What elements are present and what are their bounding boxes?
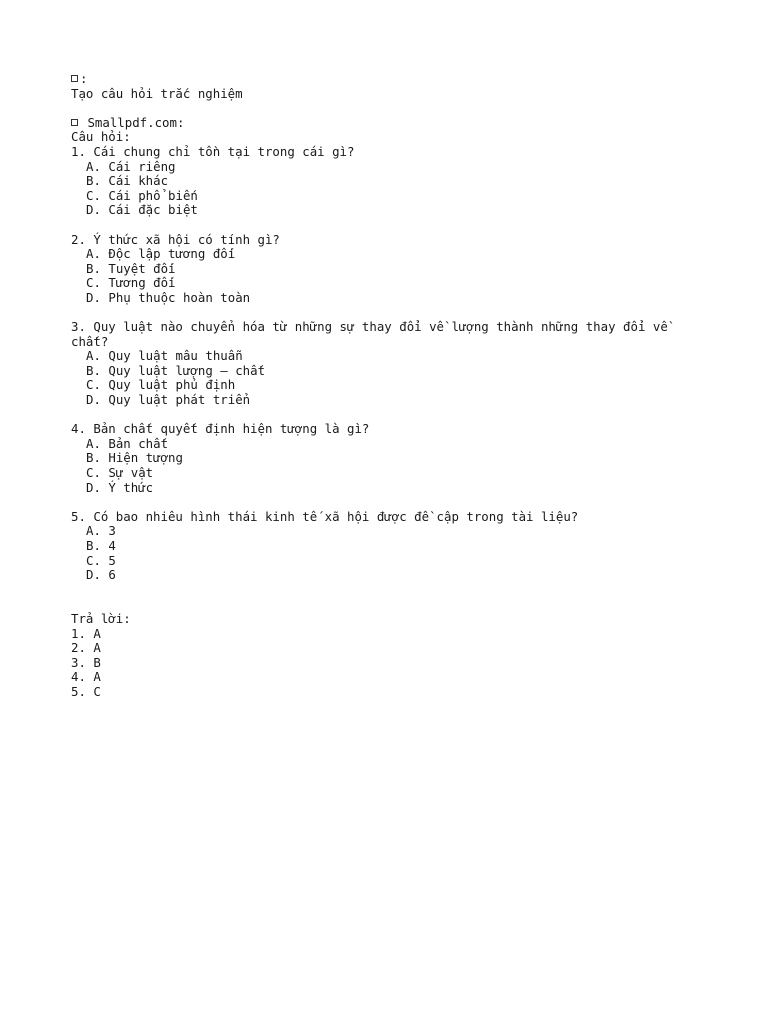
answer-option: B. Quy luật lượng – chất [86,362,266,378]
answer-option: B. 4 [86,538,116,553]
answer-key-item: 5. C [71,683,101,699]
answer-option: B. Hiện tượng [86,450,183,466]
question-text: 1. Cái chung chỉ tồn tại trong cái gì? [71,143,355,159]
document-title: Tạo câu hỏi trắc nghiệm [71,85,243,101]
question-block [71,510,711,583]
answer-key-item: 3. B [71,654,101,670]
question-text: 5. Có bao nhiêu hình thái kinh tế xã hội được đề cập trong tài liệu? [71,508,579,524]
answer-key-item: 1. A [71,625,101,641]
answer-option: C. Cái phổ biến [86,187,198,203]
answer-option: C. Sự vật [86,465,154,481]
questions-label: Câu hỏi: [71,129,131,145]
question-text: 3. Quy luật nào chuyển hóa từ những sự thay đổi về lượng thành những thay đổi về chất? [71,319,676,349]
answer-option: A. Độc lập tương đối [86,246,236,262]
square-bullet-icon [71,75,78,82]
question-text: 4. Bản chất quyết định hiện tượng là gì? [71,421,370,437]
question-block [71,233,711,306]
answer-option: D. Quy luật phát triển [86,392,251,408]
answer-option: B. Cái khác [86,173,169,189]
answer-option: C. Quy luật phủ định [86,377,236,393]
answer-option: D. Phụ thuộc hoàn toàn [86,289,251,305]
header-prefix: : [80,71,88,86]
answer-option: B. Tuyệt đối [86,260,176,276]
source-label: Smallpdf.com: [80,114,185,130]
answer-option: A. Quy luật mâu thuẫn [86,348,243,364]
answer-option: C. 5 [86,552,116,568]
question-block [71,145,711,218]
answer-key-item: 4. A [71,669,101,685]
answer-option: C. Tương đối [86,275,176,291]
answer-option: D. Ý thức [86,479,154,495]
source-line [71,116,711,131]
question-block [71,320,711,408]
answers-block [71,612,711,700]
square-bullet-icon [71,119,78,126]
answer-option: A. Bản chất [86,435,169,451]
answer-option: A. 3 [86,523,116,539]
answer-option: D. Cái đặc biệt [86,202,198,218]
answer-key-item: 2. A [71,640,101,656]
header-line-1 [71,72,711,87]
answers-label: Trả lời: [71,610,131,626]
document-page [71,72,711,700]
answer-option: D. 6 [86,567,116,583]
question-text: 2. Ý thức xã hội có tính gì? [71,231,280,247]
question-block [71,422,711,495]
answer-option: A. Cái riêng [86,158,176,174]
